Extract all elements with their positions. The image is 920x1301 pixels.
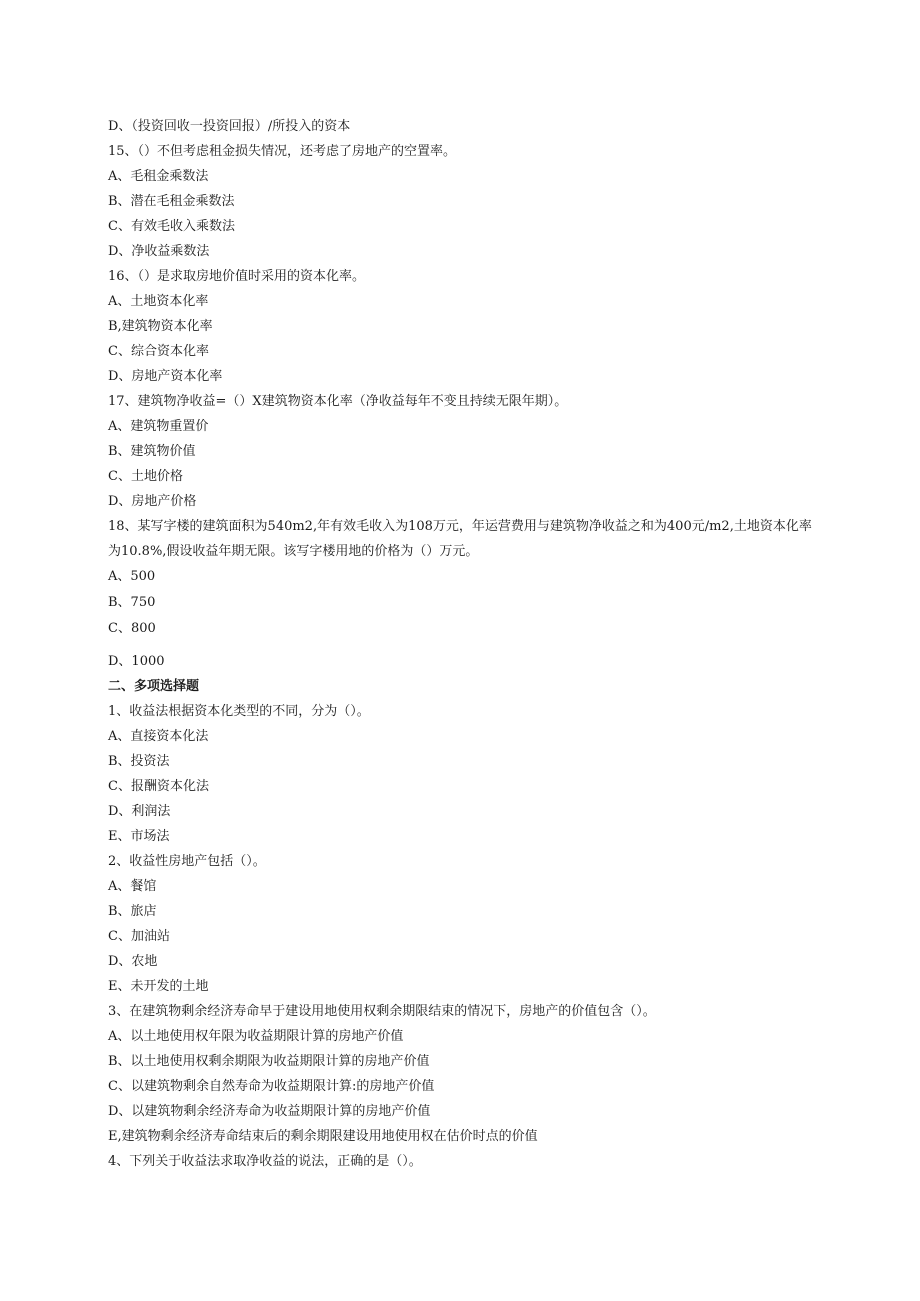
- question-17: 17、建筑物净收益=（）X建筑物资本化率（净收益每年不变且持续无限年期）。: [108, 394, 568, 409]
- option-d: D、农地: [108, 954, 158, 969]
- question-18: 18、某写字楼的建筑面积为540m2,年有效毛收入为108万元，年运营费用与建筑物净收益之和为400元/m2,土地资本化率为10.8%,假设收益年期无限。该写字楼用地的价格为（）万元。: [108, 519, 812, 559]
- option-e: E、未开发的土地: [108, 979, 209, 994]
- option-b: B、以土地使用权剩余期限为收益期限计算的房地产价值: [108, 1054, 430, 1069]
- option-c: C、报酬资本化法: [108, 779, 209, 794]
- option-d: D、（投资回收一投资回报）/所投入的资本: [108, 119, 351, 134]
- option-c: C、综合资本化率: [108, 344, 209, 359]
- option-c: C、以建筑物剩余自然寿命为收益期限计算:的房地产价值: [108, 1079, 435, 1094]
- option-d: D、房地产资本化率: [108, 369, 223, 384]
- option-a: A、毛租金乘数法: [108, 169, 209, 184]
- option-a: A、直接资本化法: [108, 729, 209, 744]
- option-b: B、750: [108, 595, 156, 610]
- question-1: 1、收益法根据资本化类型的不同，分为（）。: [108, 704, 370, 719]
- option-e: E、市场法: [108, 829, 170, 844]
- option-e: E,建筑物剩余经济寿命结束后的剩余期限建设用地使用权在估价时点的价值: [108, 1129, 538, 1144]
- section-heading: 二、多项选择题: [108, 679, 200, 694]
- option-c: C、加油站: [108, 929, 170, 944]
- option-b: B、建筑物价值: [108, 444, 196, 459]
- option-c: C、土地价格: [108, 469, 183, 484]
- option-a: A、建筑物重置价: [108, 419, 209, 434]
- option-b: B、潜在毛租金乘数法: [108, 194, 235, 209]
- option-a: A、以土地使用权年限为收益期限计算的房地产价值: [108, 1029, 404, 1044]
- option-b: B,建筑物资本化率: [108, 319, 213, 334]
- document-body: [108, 114, 828, 1174]
- option-d: D、净收益乘数法: [108, 244, 210, 259]
- option-a: A、500: [108, 569, 156, 584]
- option-b: B、旅店: [108, 904, 157, 919]
- option-b: B、投资法: [108, 754, 170, 769]
- option-d: D、以建筑物剩余经济寿命为收益期限计算的房地产价值: [108, 1104, 431, 1119]
- question-16: 16、（）是求取房地价值时采用的资本化率。: [108, 269, 366, 284]
- option-d: D、利润法: [108, 804, 171, 819]
- question-2: 2、收益性房地产包括（）。: [108, 854, 266, 869]
- question-3: 3、在建筑物剩余经济寿命早于建设用地使用权剩余期限结束的情况下，房地产的价值包含（）。: [108, 1004, 656, 1019]
- option-a: A、餐馆: [108, 879, 157, 894]
- question-15: 15、（）不但考虑租金损失情况，还考虑了房地产的空置率。: [108, 144, 457, 159]
- option-a: A、土地资本化率: [108, 294, 209, 309]
- option-d: D、1000: [108, 654, 165, 669]
- option-d: D、房地产价格: [108, 494, 197, 509]
- option-c: C、有效毛收入乘数法: [108, 219, 235, 234]
- option-c: C、800: [108, 621, 156, 636]
- question-4: 4、下列关于收益法求取净收益的说法，正确的是（）。: [108, 1154, 422, 1169]
